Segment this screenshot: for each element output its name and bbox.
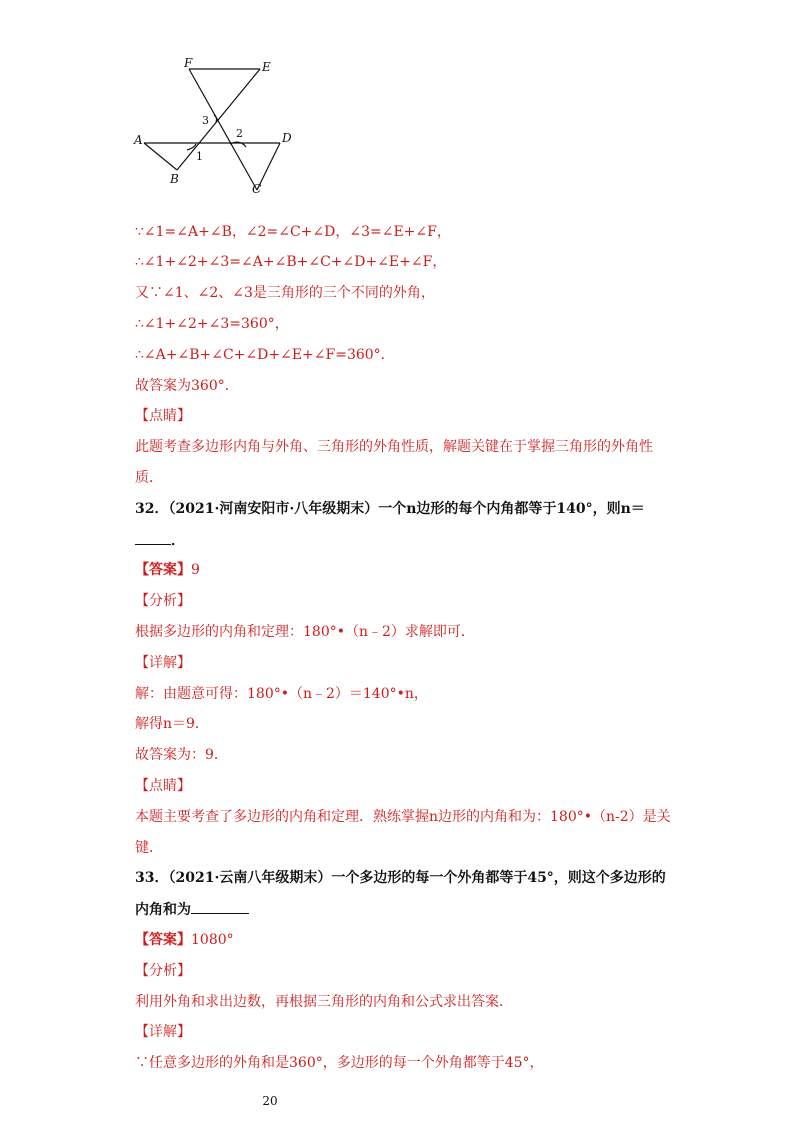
analysis-text: 根据多边形的内角和定理：180°•（n﹣2）求解即可．: [135, 624, 475, 640]
solution-line: 又∵∠1、∠2、∠3是三角形的三个不同的外角，: [135, 285, 435, 301]
analysis-tag: 【分析】: [135, 963, 191, 979]
label-f: F: [184, 56, 193, 70]
solution-line: 故答案为360°．: [135, 378, 239, 394]
answer-row: [135, 930, 234, 950]
detail-tag: 【详解】: [135, 1024, 191, 1040]
answer-row: [135, 560, 200, 580]
question-end: ．: [171, 533, 185, 549]
question-32: [135, 499, 645, 519]
page-number: 20: [262, 1094, 278, 1108]
detail-line: 解：由题意可得：180°•（n﹣2）＝140°•n，: [135, 686, 428, 702]
question-text: 一个多边形的每一个外角都等于45°，则这个多边形的: [331, 870, 666, 886]
analysis-text: 利用外角和求出边数，再根据三角形的内角和公式求出答案．: [135, 994, 513, 1010]
label-e: E: [262, 60, 271, 74]
detail-line: ∵任意多边形的外角和是360°，多边形的每一个外角都等于45°，: [135, 1055, 544, 1071]
comment-line: 质．: [135, 470, 163, 486]
question-33: [135, 868, 666, 888]
comment-line: 本题主要考查了多边形的内角和定理．熟练掌握n边形的内角和为：180°•（n-2）是关: [135, 809, 671, 825]
label-b: B: [170, 172, 179, 186]
geometry-figure: [132, 55, 302, 200]
solution-line: ∴∠A+∠B+∠C+∠D+∠E+∠F=360°．: [135, 347, 395, 363]
label-c: C: [252, 182, 262, 196]
solution-line: ∵∠1=∠A+∠B，∠2=∠C+∠D，∠3=∠E+∠F，: [135, 224, 451, 240]
solution-line: ∴∠1+∠2+∠3=360°，: [135, 316, 289, 332]
question-number: 33．: [135, 870, 169, 886]
question-text: 内角和为: [135, 902, 191, 918]
answer-blank: [191, 899, 249, 914]
answer-tag: 【答案】: [135, 932, 191, 948]
comment-line: 此题考查多边形内角与外角、三角形的外角性质，解题关键在于掌握三角形的外角性: [135, 439, 653, 455]
answer-value: 9: [191, 562, 200, 578]
label-d: D: [282, 131, 292, 145]
question-33-line2: [135, 899, 249, 920]
question-text: 一个n边形的每个内角都等于140°，则n＝: [378, 501, 645, 517]
segment-fc: [189, 69, 257, 190]
comment-line: 键．: [135, 840, 163, 856]
answer-blank: [135, 530, 171, 545]
label-angle-2: 2: [236, 127, 243, 140]
question-32-blank-line: [135, 530, 185, 551]
answer-value: 1080°: [191, 932, 234, 948]
detail-tag: 【详解】: [135, 655, 191, 671]
detail-line: 故答案为：9．: [135, 747, 228, 763]
question-number: 32．: [135, 501, 169, 517]
label-angle-3: 3: [202, 114, 209, 127]
segment-ab: [144, 143, 177, 170]
comment-tag: 【点睛】: [135, 408, 191, 424]
detail-line: 解得n＝9．: [135, 716, 209, 732]
question-source: （2021·云南八年级期末）: [168, 870, 332, 886]
solution-line: ∴∠1+∠2+∠3=∠A+∠B+∠C+∠D+∠E+∠F，: [135, 254, 447, 270]
comment-tag: 【点睛】: [135, 778, 191, 794]
label-a: A: [134, 133, 143, 147]
answer-tag: 【答案】: [135, 562, 191, 578]
label-angle-1: 1: [196, 150, 203, 163]
segment-eb: [177, 69, 260, 170]
question-source: （2021·河南安阳市·八年级期末）: [168, 501, 379, 517]
analysis-tag: 【分析】: [135, 593, 191, 609]
angle-arc-3: [214, 115, 217, 122]
